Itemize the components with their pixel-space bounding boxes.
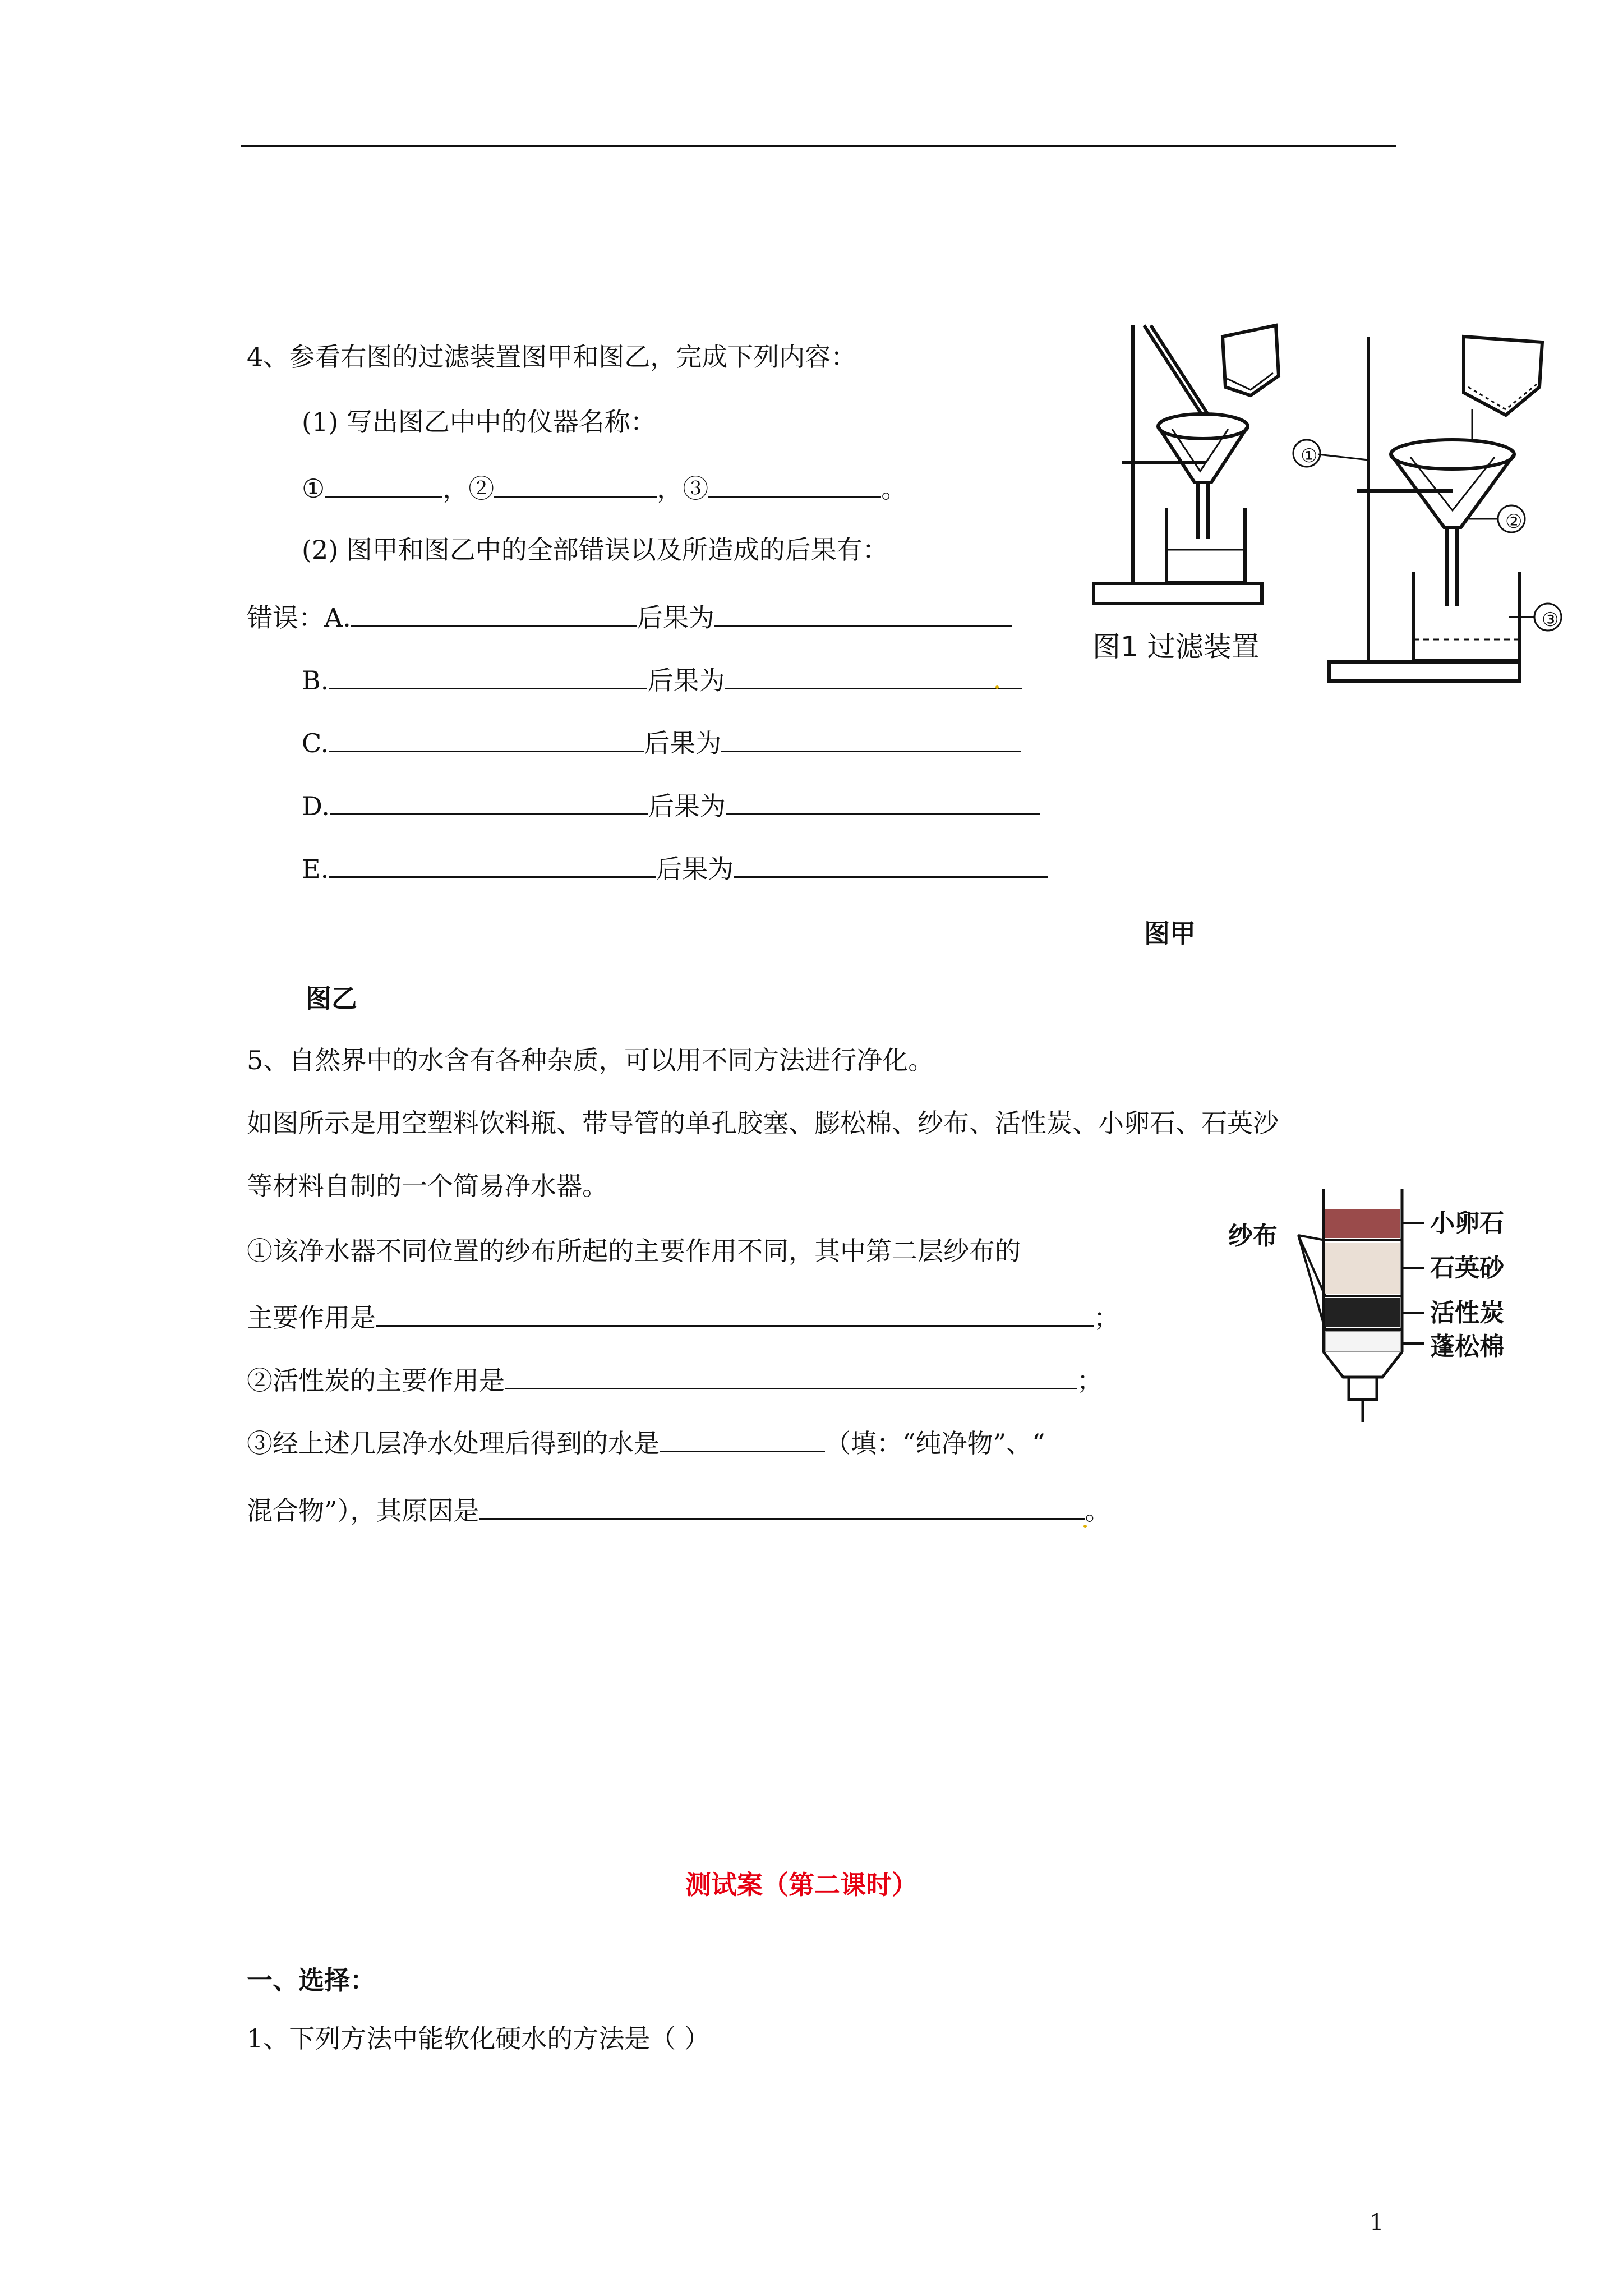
item3b-end: 。 (1085, 1496, 1111, 1526)
cotton-layer (1325, 1332, 1400, 1352)
fig-jia-label: 图甲 (1144, 918, 1196, 949)
item2-end: ； (1077, 1365, 1103, 1396)
blank-end: 。 (881, 473, 907, 504)
error-blank[interactable] (330, 788, 648, 815)
result-label: 后果为 (637, 602, 714, 633)
answer-blank[interactable] (660, 1425, 825, 1452)
error-row-c (302, 725, 1021, 760)
q5-item-1b (247, 1299, 1119, 1335)
result-blank[interactable] (734, 850, 1048, 878)
stray-mark (995, 685, 999, 689)
test-title: 测试案（第二课时） (685, 1870, 917, 1900)
item1b-label: 主要作用是 (247, 1303, 376, 1333)
water-purifier-figure (1223, 1184, 1548, 1430)
error-blank[interactable] (329, 662, 647, 689)
fig2-label-3: ③ (1542, 609, 1559, 631)
answer-blank-1[interactable] (325, 470, 442, 498)
blank-label-3: ，③ (657, 473, 709, 504)
answer-blank[interactable] (479, 1492, 1085, 1520)
error-prefix: 错误： (247, 602, 324, 633)
answer-blank[interactable] (505, 1362, 1077, 1389)
gauze-label: 纱布 (1228, 1222, 1278, 1250)
q4-sub1: (1) 写出图乙中中的仪器名称： (302, 407, 656, 437)
q5-intro-2: 等材料自制的一个简易净水器。 (247, 1171, 608, 1201)
filtration-figure-yi (1284, 325, 1565, 696)
result-blank[interactable] (725, 662, 1022, 689)
q5-intro-1: 如图所示是用空塑料饮料瓶、带导管的单孔胶塞、膨松棉、纱布、活性炭、小卵石、石英沙 (247, 1108, 1279, 1138)
error-letter: C. (302, 728, 329, 758)
q4-sub2: (2) 图甲和图乙中的全部错误以及所造成的后果有： (302, 535, 888, 565)
error-letter: A. (324, 602, 351, 633)
result-label: 后果为 (648, 791, 726, 821)
cotton-label: 蓬松棉 (1430, 1332, 1504, 1361)
error-row-e (302, 850, 1048, 886)
fig1-caption: 图1 过滤装置 (1092, 631, 1260, 663)
pebble-label: 小卵石 (1430, 1209, 1504, 1237)
q5-stem: 5、自然界中的水含有各种杂质，可以用不同方法进行净化。 (247, 1045, 934, 1075)
blank-label-1: ① (302, 473, 325, 504)
fig2-label-1: ① (1301, 445, 1318, 467)
q4-stem: 4、参看右图的过滤装置图甲和图乙，完成下列内容： (247, 342, 857, 372)
error-letter: E. (302, 854, 329, 884)
quartz-layer (1325, 1243, 1400, 1294)
error-letter: D. (302, 791, 330, 821)
pebble-layer (1325, 1209, 1400, 1238)
error-row-a (247, 599, 1012, 634)
item3b-label: 混合物”），其原因是 (247, 1496, 479, 1526)
page-number: 1 (1370, 2210, 1384, 2235)
error-row-b (302, 662, 1022, 697)
blank-label-2: ，② (442, 473, 495, 504)
answer-blank-3[interactable] (708, 470, 881, 498)
q5-item-1a: ①该净水器不同位置的纱布所起的主要作用不同，其中第二层纱布的 (247, 1236, 1021, 1266)
result-label: 后果为 (647, 665, 725, 696)
q5-item-3 (247, 1425, 1045, 1460)
result-blank[interactable] (714, 599, 1012, 627)
item3-label: ③经上述几层净水处理后得到的水是 (247, 1428, 660, 1458)
error-letter: B. (302, 665, 329, 696)
carbon-layer (1325, 1298, 1400, 1327)
item1-end: ； (1094, 1303, 1119, 1333)
carbon-label: 活性炭 (1430, 1299, 1504, 1327)
q4-blanks-row (302, 470, 907, 505)
fig-yi-label: 图乙 (306, 983, 357, 1014)
filtration-figure-jia (1082, 314, 1295, 696)
result-blank[interactable] (721, 725, 1021, 752)
item2-label: ②活性炭的主要作用是 (247, 1365, 505, 1396)
test-question-1: 1、下列方法中能软化硬水的方法是（ ） (247, 2023, 710, 2054)
answer-blank[interactable] (376, 1299, 1094, 1327)
item3-tail: （填：“纯净物”、“ (825, 1428, 1045, 1458)
error-row-d (302, 788, 1040, 823)
error-blank[interactable] (329, 725, 644, 752)
fig2-label-2: ② (1505, 510, 1523, 533)
q5-item-2 (247, 1362, 1103, 1397)
error-blank[interactable] (351, 599, 637, 627)
section-heading: 一、选择： (247, 1965, 376, 1995)
answer-blank-2[interactable] (494, 470, 657, 498)
result-blank[interactable] (726, 788, 1040, 815)
quartz-label: 石英砂 (1430, 1254, 1504, 1282)
header-rule (241, 145, 1396, 147)
q5-item-3b (247, 1492, 1111, 1527)
result-label: 后果为 (644, 728, 722, 758)
result-label: 后果为 (656, 854, 734, 884)
error-blank[interactable] (329, 850, 656, 878)
